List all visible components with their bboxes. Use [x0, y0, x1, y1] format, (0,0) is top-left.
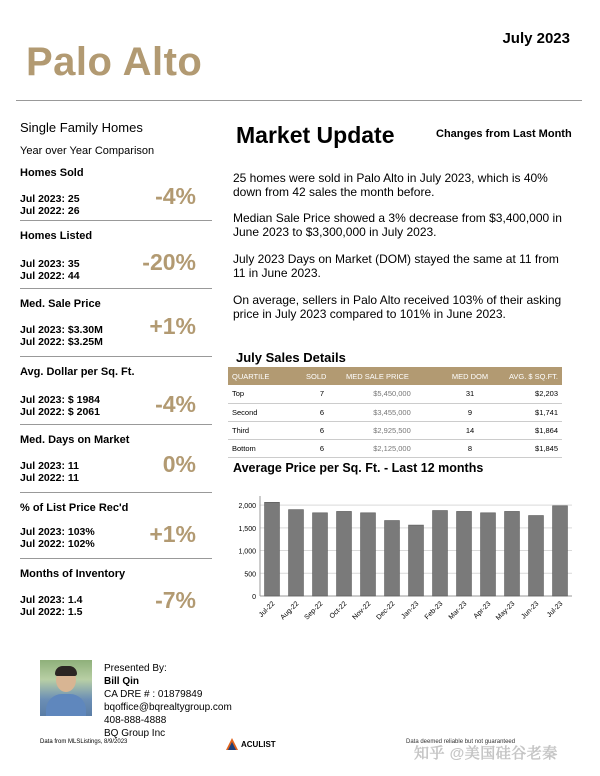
metric-name: Homes Sold — [20, 167, 84, 179]
x-tick-label: Jul-22 — [257, 600, 277, 619]
market-paragraph-list-price: On average, sellers in Palo Alto received 103% of their asking price in July 2023 compared to 101% in June 2023. — [233, 293, 562, 321]
aculist-logo — [226, 738, 276, 750]
agent-dre: CA DRE # : 01879849 — [104, 689, 203, 700]
sales-details-title: July Sales Details — [236, 350, 346, 365]
metric-previous: Jul 2022: 11 — [20, 472, 79, 484]
metric-current: Jul 2023: 1.4 — [20, 594, 83, 606]
x-tick-label: Oct-22 — [328, 600, 349, 621]
chart-bar — [337, 511, 352, 596]
chart-title: Average Price per Sq. Ft. - Last 12 months — [233, 461, 484, 475]
x-tick-label: May-23 — [494, 600, 517, 622]
table-header-row — [228, 367, 562, 385]
y-tick-label: 1,500 — [238, 525, 256, 533]
cell-dom: 8 — [442, 439, 498, 457]
metric-change: +1% — [149, 313, 196, 339]
market-paragraph-sold: 25 homes were sold in Palo Alto in July 2023, which is 40% down from 42 sales the month before. — [233, 171, 548, 199]
cell-dom: 14 — [442, 421, 498, 439]
chart-bar — [265, 502, 280, 596]
city-title: Palo Alto — [26, 40, 203, 84]
x-tick-label: Sep-22 — [303, 600, 325, 622]
cell-sold: 6 — [302, 421, 342, 439]
price-per-sqft-chart — [228, 490, 578, 640]
market-update-subtitle: Changes from Last Month — [436, 128, 572, 140]
metric-previous: Jul 2022: 1.5 — [20, 606, 83, 618]
metric-change: -20% — [142, 249, 196, 275]
chart-bar — [553, 506, 568, 596]
metric-homes-listed — [20, 221, 212, 289]
x-tick-label: Feb-23 — [423, 600, 445, 622]
data-source-note: Data from MLSListings, 8/9/2023 — [40, 739, 128, 745]
yoy-comparison-panel — [20, 120, 212, 619]
metric-current: Jul 2023: 25 — [20, 193, 80, 205]
metric-med-sale-price — [20, 289, 212, 357]
x-tick-label: Apr-23 — [472, 600, 493, 621]
metric-change: -4% — [155, 183, 196, 209]
table-row — [228, 421, 562, 439]
metric-previous: Jul 2022: 44 — [20, 270, 80, 282]
chart-bar — [505, 511, 520, 596]
chart-bar — [481, 513, 496, 596]
metric-current: Jul 2023: $ 1984 — [20, 394, 100, 406]
chart-bar — [385, 521, 400, 596]
table-row — [228, 385, 562, 403]
watermark: 知乎 @美国硅谷老秦 — [414, 745, 558, 762]
agent-photo — [40, 660, 92, 716]
y-tick-label: 0 — [252, 594, 256, 601]
x-tick-label: Jun-23 — [520, 600, 541, 621]
x-tick-label: Jan-23 — [400, 600, 421, 621]
cell-sold: 6 — [302, 439, 342, 457]
x-tick-label: Jul-23 — [545, 600, 565, 619]
header-divider — [16, 100, 582, 101]
metric-previous: Jul 2022: $3.25M — [20, 336, 103, 348]
metric-current: Jul 2023: 35 — [20, 258, 80, 270]
cell-price: $2,925,500 — [342, 421, 442, 439]
property-type-title: Single Family Homes — [20, 120, 143, 135]
col-med-dom: MED DOM — [442, 367, 498, 385]
cell-quartile: Top — [228, 385, 302, 403]
table-row — [228, 403, 562, 421]
metric-name: Med. Days on Market — [20, 434, 130, 446]
metric-list-price-received — [20, 493, 212, 559]
metric-previous: Jul 2022: 102% — [20, 538, 95, 550]
agent-info — [104, 662, 232, 740]
market-paragraph-dom: July 2023 Days on Market (DOM) stayed the same at 11 from 11 in June 2023. — [233, 252, 559, 280]
metric-previous: Jul 2022: 26 — [20, 205, 80, 217]
metric-name: Med. Sale Price — [20, 298, 101, 310]
disclaimer-note: Data deemed reliable but not guaranteed — [406, 739, 516, 745]
cell-sqft: $1,864 — [498, 421, 562, 439]
metric-name: Homes Listed — [20, 230, 93, 242]
metric-change: +1% — [149, 521, 196, 547]
metric-avg-dollar-sqft — [20, 357, 212, 425]
chart-bar — [313, 513, 328, 596]
cell-quartile: Third — [228, 421, 302, 439]
agent-phone[interactable]: 408-888-4888 — [104, 715, 167, 726]
cell-sqft: $1,741 — [498, 403, 562, 421]
comparison-subtitle: Year over Year Comparison — [20, 145, 155, 157]
cell-price: $5,450,000 — [342, 385, 442, 403]
x-tick-label: Nov-22 — [351, 600, 373, 622]
metric-change: -7% — [155, 587, 196, 613]
x-tick-label: Dec-22 — [375, 600, 397, 622]
metric-name: Avg. Dollar per Sq. Ft. — [20, 366, 135, 378]
cell-price: $2,125,000 — [342, 439, 442, 457]
y-tick-label: 2,000 — [238, 503, 256, 511]
presented-by-label: Presented By: — [104, 663, 167, 674]
metric-current: Jul 2023: 103% — [20, 526, 95, 538]
cell-sqft: $1,845 — [498, 439, 562, 457]
cell-dom: 31 — [442, 385, 498, 403]
metric-days-on-market — [20, 425, 212, 493]
chart-bar — [361, 513, 376, 596]
cell-dom: 9 — [442, 403, 498, 421]
col-avg-sqft: AVG. $ SQ.FT. — [498, 367, 562, 385]
metric-current: Jul 2023: 11 — [20, 460, 79, 472]
cell-sqft: $2,203 — [498, 385, 562, 403]
metric-months-inventory — [20, 559, 212, 619]
cell-quartile: Second — [228, 403, 302, 421]
chart-bar — [409, 525, 424, 596]
metric-name: Months of Inventory — [20, 568, 126, 580]
metric-previous: Jul 2022: $ 2061 — [20, 406, 100, 418]
market-update-title: Market Update — [236, 122, 395, 148]
metric-homes-sold — [20, 165, 212, 221]
metric-name: % of List Price Rec'd — [20, 502, 129, 514]
chart-bar — [433, 511, 448, 596]
metric-change: -4% — [155, 391, 196, 417]
agent-company: BQ Group Inc — [104, 728, 166, 739]
metric-current: Jul 2023: $3.30M — [20, 324, 103, 336]
metric-change: 0% — [162, 451, 196, 477]
market-paragraph-price: Median Sale Price showed a 3% decrease from $3,400,000 in June 2023 to $3,300,000 in July 2023. — [233, 211, 562, 239]
agent-name: Bill Qin — [104, 676, 139, 687]
aculist-logo-icon — [226, 738, 238, 750]
chart-bar — [457, 511, 472, 596]
col-med-sale-price: MED SALE PRICE — [342, 367, 442, 385]
table-row — [228, 439, 562, 457]
aculist-logo-text: ACULIST — [241, 739, 276, 749]
agent-email[interactable]: bqoffice@bqrealtygroup.com — [104, 702, 232, 713]
y-tick-label: 1,000 — [238, 548, 256, 556]
col-sold: SOLD — [302, 367, 342, 385]
x-tick-label: Mar-23 — [447, 600, 469, 622]
sales-details-table — [228, 367, 562, 458]
report-date: July 2023 — [502, 30, 570, 47]
chart-bar — [289, 510, 304, 596]
cell-price: $3,455,000 — [342, 403, 442, 421]
cell-sold: 7 — [302, 385, 342, 403]
x-tick-label: Aug-22 — [279, 600, 301, 622]
chart-bar — [529, 516, 544, 596]
col-quartile: QUARTILE — [228, 367, 302, 385]
cell-sold: 6 — [302, 403, 342, 421]
cell-quartile: Bottom — [228, 439, 302, 457]
y-tick-label: 500 — [244, 571, 256, 579]
